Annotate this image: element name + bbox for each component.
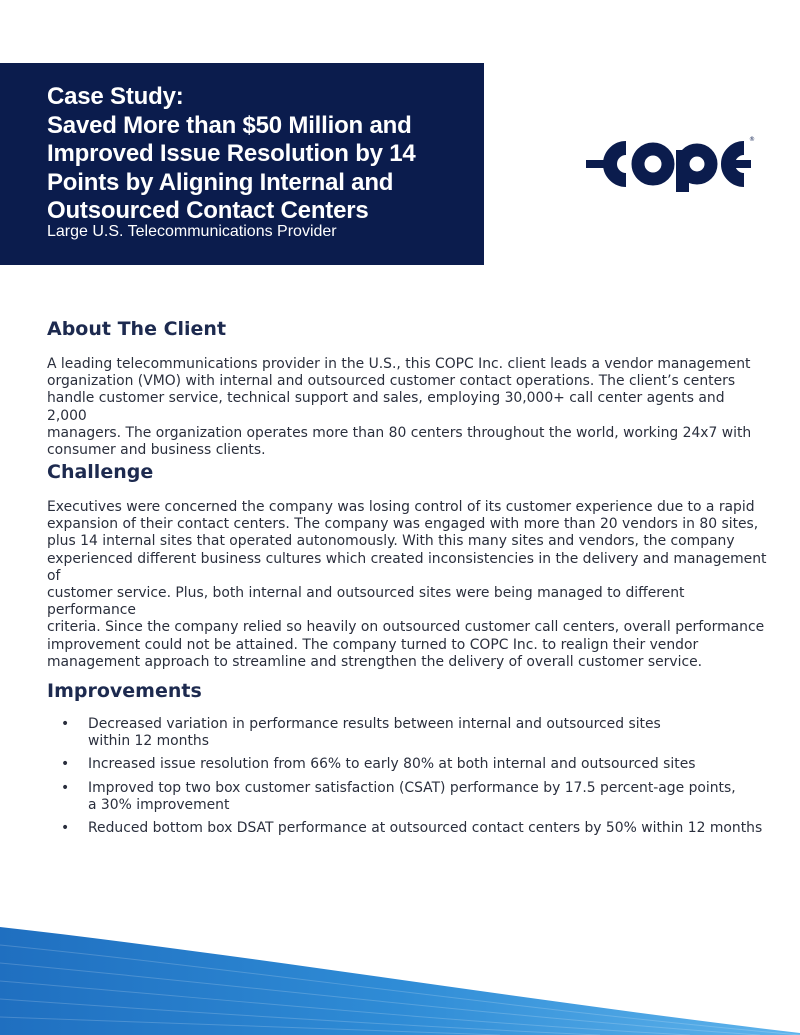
list-item-line: a 30% improvement [88,796,230,813]
list-item [47,780,767,814]
challenge-line: management approach to streamline and strengthen the delivery of overall customer service. [47,653,703,670]
challenge-line: improvement could not be attained. The company turned to COPC Inc. to realign their vendor [47,636,699,653]
challenge-line: Executives were concerned the company was losing control of its customer experience due to a rapid [47,499,755,515]
bullet: • [61,820,70,837]
title-line: Improved Issue Resolution by 14 [47,140,416,168]
list-item [47,820,767,837]
title-banner [0,63,484,265]
bullet: • [61,779,70,796]
title-line: Points by Aligning Internal and [47,168,394,196]
challenge-line: customer service. Plus, both internal and outsourced sites were being managed to different performance [47,585,685,619]
list-item-line: Improved top two box customer satisfaction (CSAT) performance by 17.5 percent-age points, [88,779,736,796]
bullet: • [61,716,70,732]
title-line: Case Study: [47,83,184,110]
about-paragraph [47,356,767,459]
challenge-heading: Challenge [47,461,154,483]
improvements-heading: Improvements [47,680,202,702]
list-item-line: Increased issue resolution from 66% to early 80% at both internal and outsourced sites [88,756,696,773]
subtitle: Large U.S. Telecommunications Provider [47,222,337,240]
about-line: handle customer service, technical support and sales, employing 30,000+ call center agents and 2,000 [47,390,725,424]
challenge-line: plus 14 internal sites that operated autonomously. With this many sites and vendors, the company [47,533,735,550]
about-line: A leading telecommunications provider in the U.S., this COPC Inc. client leads a vendor management [47,356,751,372]
challenge-paragraph [47,499,767,671]
challenge-line: criteria. Since the company relied so heavily on outsourced customer call centers, overall performance [47,619,765,636]
registered-mark: ® [749,136,755,143]
list-item-line: Decreased variation in performance results between internal and outsourced sites [88,716,661,732]
copc-logo [586,134,756,194]
challenge-line: expansion of their contact centers. The company was engaged with more than 20 vendors in 80 sites, [47,516,759,533]
title-line: Outsourced Contact Centers [47,197,369,225]
list-item [47,756,767,773]
list-item-line: within 12 months [88,733,209,750]
about-line: organization (VMO) with internal and outsourced customer contact operations. The client’s centers [47,373,736,390]
copc-logo-mark [586,134,751,194]
improvements-list [47,716,767,843]
challenge-line: experienced different business cultures which created inconsistencies in the delivery and management of [47,550,767,584]
title-line: Saved More than $50 Million and [47,111,412,139]
about-line: consumer and business clients. [47,442,266,459]
bullet: • [61,756,70,773]
decorative-wave [0,915,800,1035]
about-heading: About The Client [47,318,227,340]
list-item-line: Reduced bottom box DSAT performance at outsourced contact centers by 50% within 12 months [88,820,763,837]
list-item [47,716,767,750]
about-line: managers. The organization operates more than 80 centers throughout the world, working 24x7 with [47,424,752,441]
